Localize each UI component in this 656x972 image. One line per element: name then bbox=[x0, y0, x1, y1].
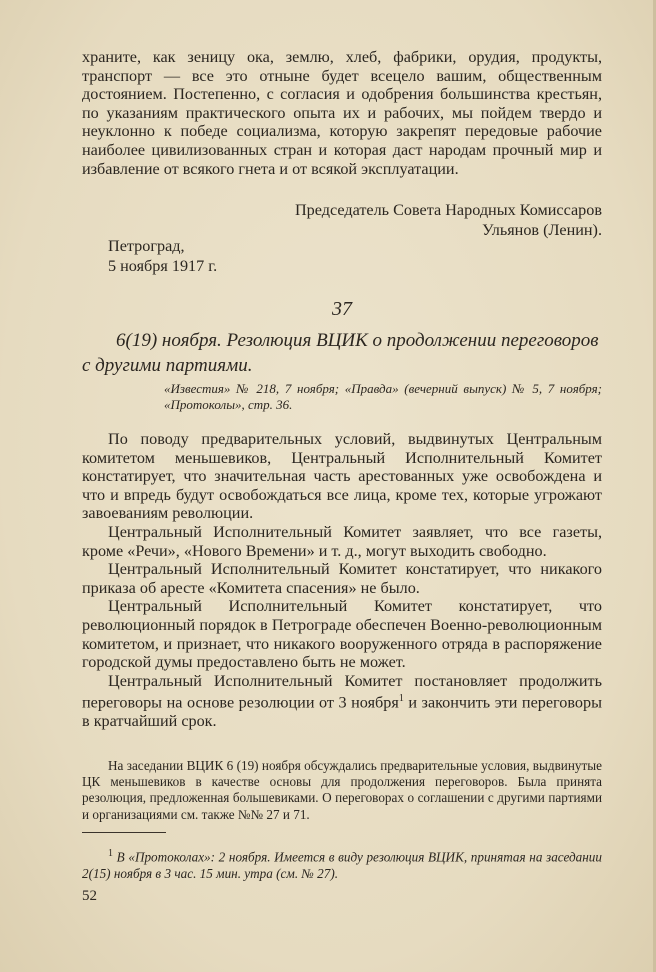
resolution-paragraph: Центральный Исполнительный Комитет заявляет, что все газеты, кроме «Речи», «Нового Времени» и т. д., могут выходить свободно. bbox=[82, 522, 602, 560]
signature-name: Ульянов (Ленин). bbox=[482, 221, 602, 239]
place-text: Петроград, bbox=[108, 237, 185, 255]
opening-paragraph bbox=[82, 48, 602, 178]
page-number: 52 bbox=[82, 888, 97, 904]
resolution-text bbox=[82, 430, 602, 731]
opening-paragraph-text: храните, как зеницу ока, землю, хлеб, фабрики, орудия, продукты, транспорт — все это отныне будет всецело вашим, общественным достоянием. Постепенно, с согласия и одобрения большинства крестьян, по указаниям практического опыта их и рабочих, мы пойдем твердо и неуклонно к победе социализма, которую закрепят передовые рабочие наиболее цивилизованных стран и которая даст народам прочный мир и избавление от всякого гнета и от всякой эксплуатации. bbox=[82, 48, 602, 178]
footnote-marker: 1 bbox=[108, 848, 113, 859]
resolution-paragraph: По поводу предварительных условий, выдвинутых Центральным комитетом меньшевиков, Центральный Исполнительный Комитет констатирует, что значительная часть арестованных уже освобождена и что и впредь будут освобождаться все лица, кроме тех, которые угрожают завоеваниям революции. bbox=[82, 430, 602, 523]
footnote bbox=[82, 846, 602, 882]
resolution-paragraph: Центральный Исполнительный Комитет констатирует, что революционный порядок в Петрограде обеспечен Военно-революционным комитетом, и признает, что никакого вооруженного отряда в распоряжение городской думы предоставлено быть не может. bbox=[82, 597, 602, 672]
document-title: 6(19) ноября. Резолюция ВЦИК о продолжении переговоров с другими партиями. bbox=[82, 330, 599, 376]
place-date bbox=[108, 236, 408, 276]
footnote-text: В «Протоколах»: 2 ноября. Имеется в виду резолюция ВЦИК, принятая на заседании 2(15) ноября в 3 час. 15 мин. утра (см. № 27). bbox=[82, 849, 602, 881]
final-paragraph-text: Центральный Исполнительный Комитет постановляет продолжить переговоры на основе резолюции от 3 ноября bbox=[82, 671, 602, 712]
footnote-divider bbox=[82, 832, 166, 833]
footnote-reference: 1 bbox=[398, 693, 404, 705]
document-number: 37 bbox=[332, 298, 352, 320]
final-paragraph bbox=[82, 672, 602, 731]
signature-position: Председатель Совета Народных Комиссаров bbox=[294, 201, 602, 219]
final-paragraph-end: и закончить эти переговоры в кратчайший срок. bbox=[82, 693, 602, 731]
date-text: 5 ноября 1917 г. bbox=[108, 257, 218, 275]
document-source: «Известия» № 218, 7 ноября; «Правда» (вечерний выпуск) № 5, 7 ноября; «Протоколы», стр. 36. bbox=[164, 381, 602, 412]
editorial-note: На заседании ВЦИК 6 (19) ноября обсуждались предварительные условия, выдвинутые ЦК меньшевиков в качестве основы для продолжения переговоров. Была принята резолюция, предложенная большевиками. О переговорах о соглашении с другими партиями и организациями см. также №№ 27 и 71. bbox=[82, 758, 602, 822]
signature-block bbox=[82, 200, 602, 240]
resolution-paragraph: Центральный Исполнительный Комитет констатирует, что никакого приказа об аресте «Комитета спасения» не было. bbox=[82, 560, 602, 597]
